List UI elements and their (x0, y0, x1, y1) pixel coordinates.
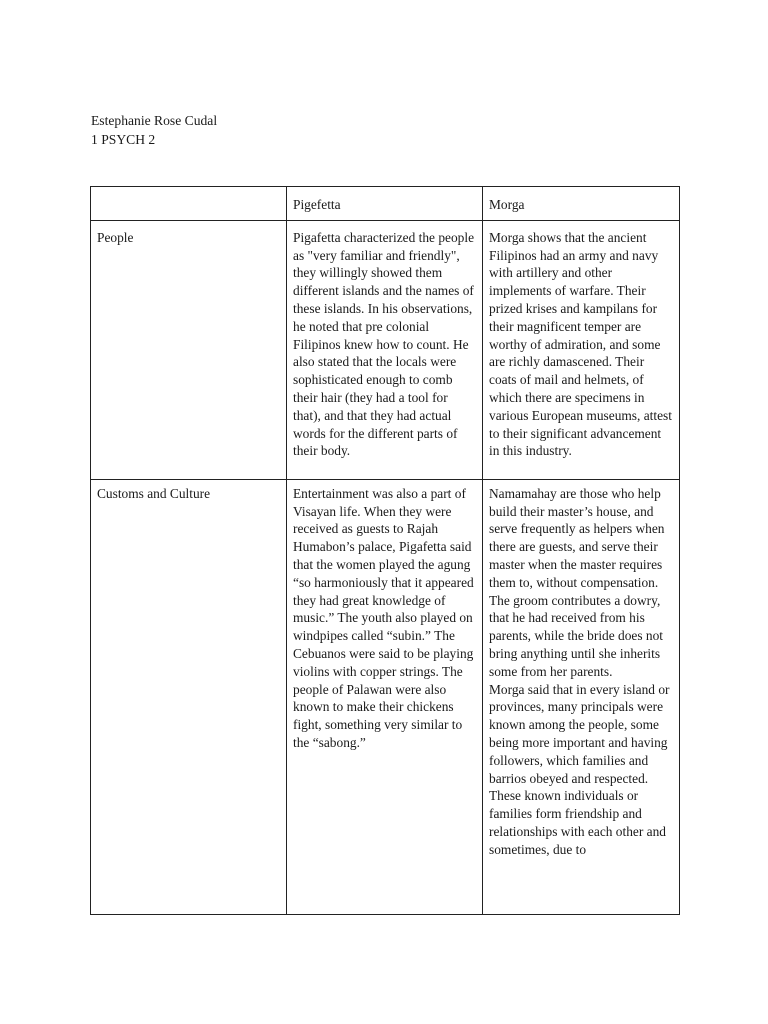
document-header (91, 111, 217, 149)
row-label: People (91, 220, 287, 479)
header-cell-pigafetta: Pigefetta (287, 187, 483, 221)
course-code: 1 PSYCH 2 (91, 132, 156, 147)
morga-cell: Morga shows that the ancient Filipinos had an army and navy with artillery and other implements of warfare. Their prized krises and kampilans for their magnificent temper are worthy of admiration, and some are richly damascened. Their coats of mail and helmets, of which there are specimens in various European museums, attest to their significant advancement in this industry. (483, 220, 680, 479)
pigafetta-cell: Entertainment was also a part of Visayan life. When they were received as guests to Rajah Humabon’s palace, Pigafetta said that the women played the agung “so harmoniously that it appeared they had great knowledge of music.” The youth also played on windpipes called “subin.” The Cebuanos were said to be playing violins with copper strings. The people of Palawan were also known to make their chickens fight, something very similar to the “sabong.” (287, 479, 483, 914)
pigafetta-cell: Pigafetta characterized the people as "very familiar and friendly", they willingly showed them different islands and the names of these islands. In his observations, he noted that pre colonial Filipinos knew how to count. He also stated that the locals were sophisticated enough to comb their hair (they had a tool for that), and that they had actual words for the different parts of their body. (287, 220, 483, 479)
header-cell-morga: Morga (483, 187, 680, 221)
header-cell-empty (91, 187, 287, 221)
author-name: Estephanie Rose Cudal (91, 113, 218, 128)
morga-cell: Namamahay are those who help build their master’s house, and serve frequently as helpers when there are guests, and serve their master when the master requires them to, without compensation. The groom contributes a dowry, that he had received from his parents, while the bride does not bring anything until she inherits some from her parents. Morga said that in every island or provinces, many principals were known among the people, some being more important and having followers, which families and barrios obeyed and respected. These known individuals or families form friendship and relationships with each other and sometimes, due to (483, 479, 680, 914)
comparison-table (90, 186, 680, 915)
row-label: Customs and Culture (91, 479, 287, 914)
table-row (91, 479, 680, 914)
table-row (91, 220, 680, 479)
table-header-row (91, 187, 680, 221)
